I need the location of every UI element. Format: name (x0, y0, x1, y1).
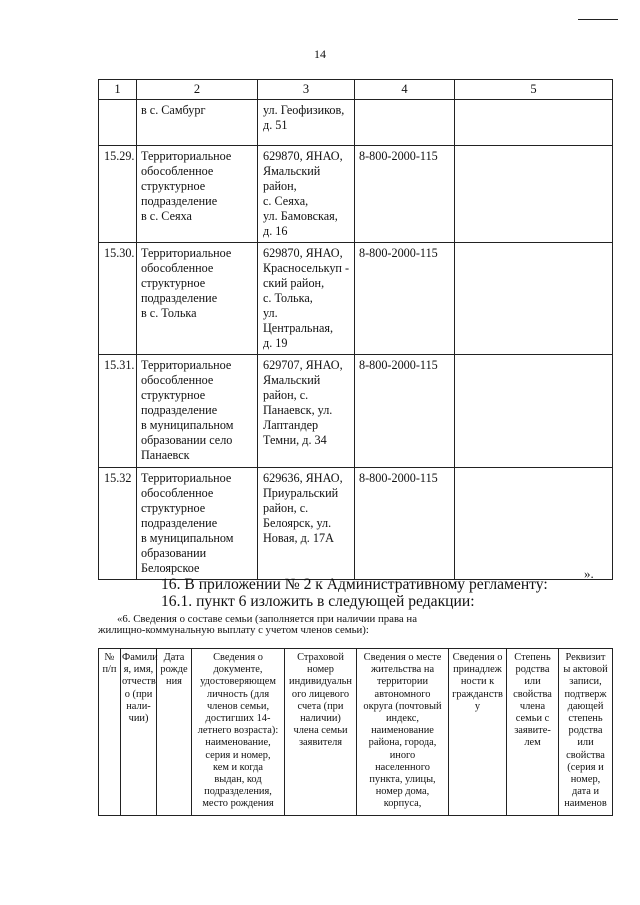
header-cell: № п/п (99, 649, 121, 816)
office-note (455, 146, 613, 243)
office-phone (355, 100, 455, 146)
header-cell: Реквизит ы актовой записи, подтверж дающей степень родства или свойства (серия и номер, дата и наименов (559, 649, 613, 816)
header-cell: 2 (137, 80, 258, 100)
table-row (99, 355, 613, 468)
office-note (455, 355, 613, 468)
header-cell: Сведения о принадлеж ности к гражданств у (449, 649, 507, 816)
offices-table (98, 79, 613, 580)
office-address: 629870, ЯНАО, Красноселькуп - ский район, с. Толька, ул. Центральная, д. 19 (258, 243, 355, 355)
header-cell: 5 (455, 80, 613, 100)
office-phone: 8-800-2000-115 (355, 468, 455, 580)
header-cell: 3 (258, 80, 355, 100)
row-number (99, 100, 137, 146)
office-name: Территориальное обособленное структурное подразделение в муниципальном образовании село Панаевск (137, 355, 258, 468)
row-number: 15.31. (99, 355, 137, 468)
header-cell: Сведения о документе, удостоверяющем личность (для членов семьи, достигших 14- летнего возраста): наименование, серия и номер, кем и когда выдан, код подразделения, место рождения (192, 649, 285, 816)
closing-quote: ». (584, 566, 594, 581)
office-name: Территориальное обособленное структурное подразделение в с. Сеяха (137, 146, 258, 243)
section-16-1-heading: 16.1. пункт 6 изложить в следующей редакции: (161, 593, 475, 610)
office-phone: 8-800-2000-115 (355, 146, 455, 243)
family-members-table (98, 648, 613, 816)
header-cell: Степень родства или свойства члена семьи с заявите- лем (507, 649, 559, 816)
office-address: 629870, ЯНАО, Ямальский район, с. Сеяха, ул. Бамовская, д. 16 (258, 146, 355, 243)
office-phone: 8-800-2000-115 (355, 243, 455, 355)
page-number: 14 (314, 47, 326, 61)
office-name: Территориальное обособленное структурное подразделение в с. Толька (137, 243, 258, 355)
offices-table-header (99, 80, 613, 100)
section-16-heading: 16. В приложении № 2 к Административному регламенту: (161, 576, 548, 593)
header-cell: 4 (355, 80, 455, 100)
row-number: 15.30. (99, 243, 137, 355)
office-phone: 8-800-2000-115 (355, 355, 455, 468)
family-table-header (99, 649, 613, 816)
header-cell: Страховой номер индивидуальн ого лицевого счета (при наличии) члена семьи заявителя (285, 649, 357, 816)
table-row (99, 146, 613, 243)
office-name: в с. Самбург (137, 100, 258, 146)
row-number: 15.32 (99, 468, 137, 580)
office-note (455, 243, 613, 355)
header-cell: Сведения о месте жительства на территории автономного округа (почтовый индекс, наименование района, города, иного населенного пункта, улицы, номер дома, корпуса, (357, 649, 449, 816)
header-cell: Дата рожде ния (157, 649, 192, 816)
office-note (455, 468, 613, 580)
row-number: 15.29. (99, 146, 137, 243)
item-6-text-line2: жилищно-коммунальную выплату с учетом членов семьи): (98, 624, 369, 636)
table-row (99, 100, 613, 146)
header-cell: Фамили я, имя, отчеств о (при нали- чии) (121, 649, 157, 816)
header-cell: 1 (99, 80, 137, 100)
office-address: 629707, ЯНАО, Ямальский район, с. Панаевск, ул. Лаптандер Темни, д. 34 (258, 355, 355, 468)
item-6-text-line1: «6. Сведения о составе семьи (заполняется при наличии права на (117, 613, 417, 625)
office-address: ул. Геофизиков, д. 51 (258, 100, 355, 146)
office-address: 629636, ЯНАО, Приуральский район, с. Белоярск, ул. Новая, д. 17А (258, 468, 355, 580)
table-row (99, 468, 613, 580)
office-name: Территориальное обособленное структурное подразделение в муниципальном образовании Белоярское (137, 468, 258, 580)
office-note (455, 100, 613, 146)
top-right-dash (578, 19, 618, 20)
table-row (99, 243, 613, 355)
